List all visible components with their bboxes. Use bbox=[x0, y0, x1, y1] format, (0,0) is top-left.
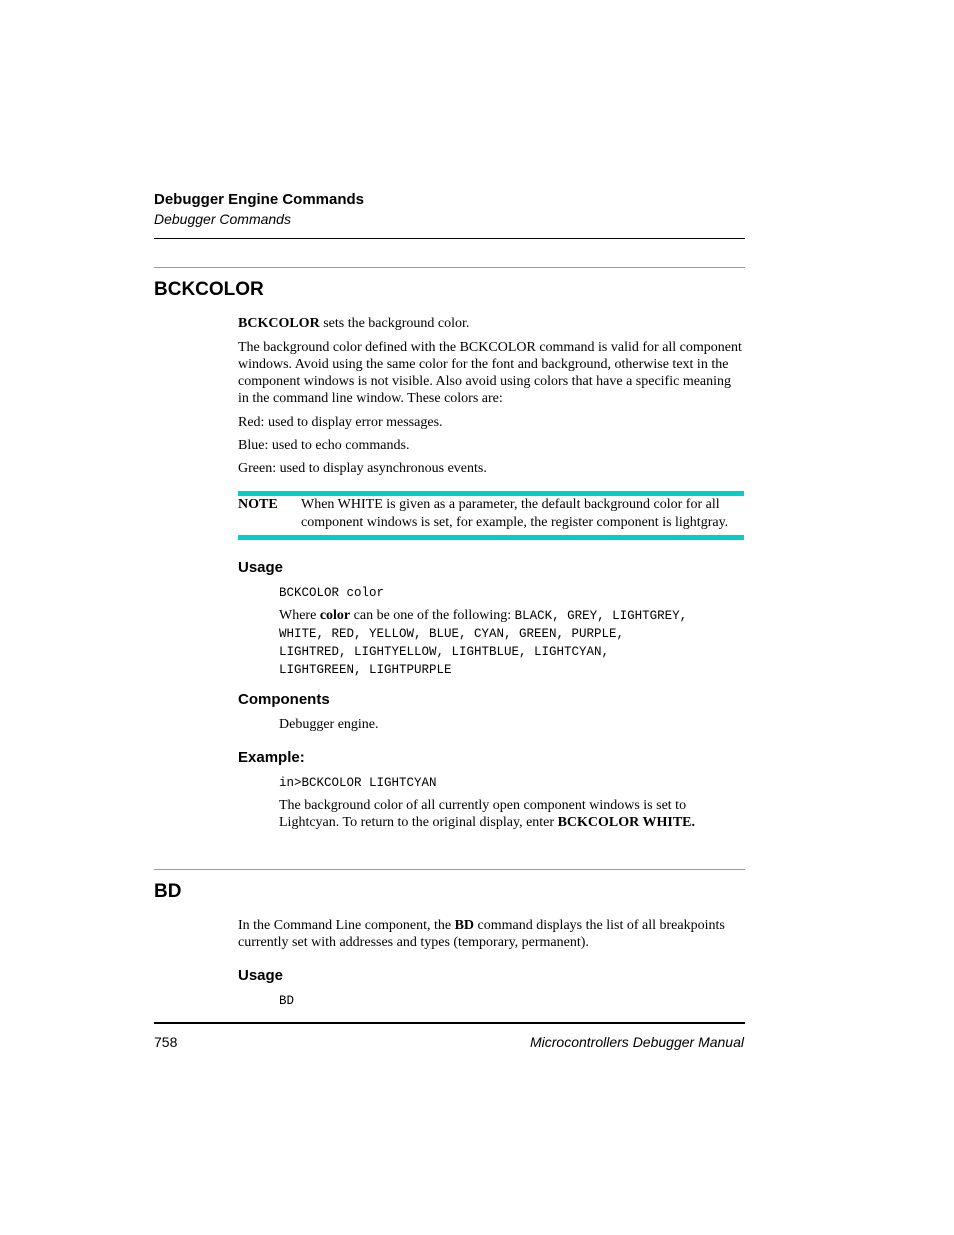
header-rule bbox=[154, 238, 745, 239]
running-header-title: Debugger Engine Commands bbox=[154, 191, 365, 208]
example-heading: Example: bbox=[238, 749, 305, 766]
bd-usage-syntax: BD bbox=[279, 994, 295, 1008]
where-mid: can be one of the following: bbox=[350, 608, 515, 623]
note-text: When WHITE is given as a parameter, the default background color for all component windows is set, for example, the register component is lightgray. bbox=[301, 497, 729, 530]
section-heading-bd: BD bbox=[154, 881, 182, 902]
color-list-line-2: WHITE, RED, YELLOW, BLUE, CYAN, GREEN, PURPLE, bbox=[279, 627, 625, 641]
command-name: BD bbox=[454, 918, 475, 933]
example-text-line-1: The background color of all currently open component windows is set to bbox=[279, 798, 687, 813]
color-meaning-red: Red: used to display error messages. bbox=[238, 415, 443, 430]
usage-syntax: BCKCOLOR color bbox=[279, 586, 385, 600]
example-command: BCKCOLOR WHITE. bbox=[557, 815, 695, 830]
parameter-name: color bbox=[319, 608, 351, 623]
footer-rule bbox=[154, 1022, 745, 1024]
components-text: Debugger engine. bbox=[279, 717, 379, 732]
example-text-line-2: Lightcyan. To return to the original display, enter bbox=[279, 815, 558, 830]
components-heading: Components bbox=[238, 691, 330, 708]
section-divider bbox=[154, 869, 745, 870]
example-text bbox=[279, 797, 745, 831]
bd-desc-line-2: currently set with addresses and types (temporary, permanent). bbox=[238, 935, 589, 950]
color-list-line-3: LIGHTRED, LIGHTYELLOW, LIGHTBLUE, LIGHTCYAN, bbox=[279, 645, 610, 659]
running-header-subtitle: Debugger Commands bbox=[154, 211, 291, 227]
usage-heading: Usage bbox=[238, 559, 284, 576]
intro-text: sets the background color. bbox=[319, 316, 470, 331]
color-list-line-1: BLACK, GREY, LIGHTGREY, bbox=[514, 609, 688, 623]
color-meaning-blue: Blue: used to echo commands. bbox=[238, 438, 410, 453]
command-name: BCKCOLOR bbox=[238, 316, 320, 331]
color-meaning-green: Green: used to display asynchronous events. bbox=[238, 461, 487, 476]
note-label: NOTE bbox=[238, 497, 278, 512]
section-heading-bckcolor: BCKCOLOR bbox=[154, 279, 264, 300]
bd-desc-line-1-rest: command displays the list of all breakpoints bbox=[474, 918, 725, 933]
where-prefix: Where bbox=[279, 608, 320, 623]
page-number: 758 bbox=[154, 1034, 178, 1050]
note-bottom-bar bbox=[238, 535, 744, 540]
bd-description bbox=[238, 917, 744, 951]
example-code: in>BCKCOLOR LIGHTCYAN bbox=[279, 776, 437, 790]
bd-desc-prefix: In the Command Line component, the bbox=[238, 918, 455, 933]
bckcolor-intro bbox=[238, 315, 744, 332]
color-options bbox=[279, 607, 745, 679]
manual-title: Microcontrollers Debugger Manual bbox=[530, 1034, 744, 1050]
bckcolor-description: The background color defined with the BCKCOLOR command is valid for all component windows. Avoid using the same color for the font and background, otherwise text in the component windows is not visible. Also avoid using colors that have a specific meaning in the command line window. These colors are: bbox=[238, 340, 742, 406]
color-list-line-4: LIGHTGREEN, LIGHTPURPLE bbox=[279, 663, 452, 677]
bd-usage-heading: Usage bbox=[238, 967, 284, 984]
section-divider bbox=[154, 267, 745, 268]
